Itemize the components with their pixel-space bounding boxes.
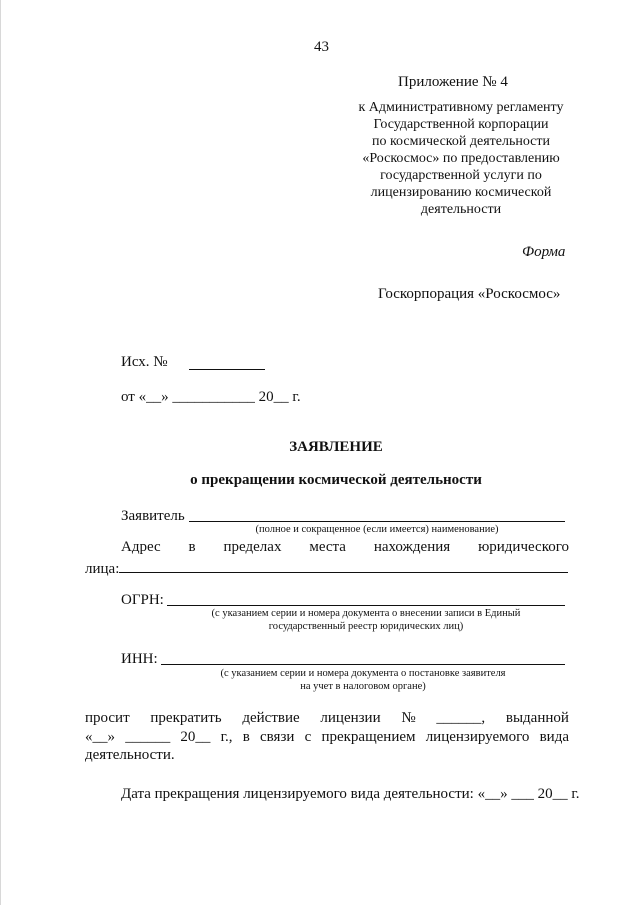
termination-date: Дата прекращения лицензируемого вида деятельности: «__» ___ 20__ г. (121, 786, 580, 802)
appendix-line: государственной услуги по (380, 168, 542, 183)
inn-hint: на учет в налоговом органе) (300, 681, 426, 692)
appendix-line: деятельности (420, 202, 502, 217)
outgoing-number-label: Исх. № (121, 354, 168, 370)
request-word: ______, (436, 710, 486, 726)
appendix-line: «Роскосмос» по предоставлению (362, 151, 560, 166)
outgoing-number-field[interactable] (189, 369, 265, 370)
request-word: «__» (85, 729, 115, 745)
request-word: с (304, 729, 312, 745)
address-word: места (309, 539, 346, 555)
form-label: Форма (522, 244, 566, 260)
appendix-reference (331, 99, 591, 218)
outgoing-date: от «__» ___________ 20__ г. (121, 389, 301, 405)
request-line-end: деятельности. (85, 747, 175, 763)
ogrn-hint: (с указанием серии и номера документа о внесении записи в Единый (211, 608, 521, 619)
inn-hint: (с указанием серии и номера документа о постановке заявителя (220, 668, 506, 679)
applicant-label: Заявитель (121, 508, 185, 524)
applicant-field[interactable] (189, 521, 565, 522)
address-word: пределах (223, 539, 282, 555)
address-line (121, 538, 569, 556)
request-word: прекращением (321, 729, 416, 745)
appendix-line: по космической деятельности (371, 134, 551, 149)
appendix-line: лицензированию космической (370, 185, 552, 200)
request-word: № (401, 710, 416, 726)
request-word: выданной (505, 710, 569, 726)
request-line (85, 709, 569, 727)
request-word: г., (220, 729, 233, 745)
request-word: ______ (125, 729, 171, 745)
document-subtitle: о прекращении космической деятельности (190, 472, 482, 488)
inn-field[interactable] (161, 664, 565, 665)
request-word: в (242, 729, 250, 745)
appendix-line: к Административному регламенту (358, 100, 564, 115)
page-number: 43 (314, 39, 329, 55)
request-word: лицензии (320, 710, 381, 726)
request-word: просит (85, 710, 130, 726)
address-cont-label: лица: (85, 561, 120, 577)
address-field[interactable] (119, 572, 568, 573)
request-word: лицензируемого (425, 729, 530, 745)
request-word: 20__ (180, 729, 211, 745)
address-word: Адрес (121, 539, 161, 555)
ogrn-label: ОГРН: (121, 592, 164, 608)
address-word: юридического (478, 539, 569, 555)
request-word: вида (539, 729, 569, 745)
request-word: прекратить (150, 710, 222, 726)
request-line (85, 728, 569, 746)
request-word: действие (242, 710, 300, 726)
appendix-line: Государственной корпорации (373, 117, 549, 132)
recipient: Госкорпорация «Роскосмос» (378, 286, 561, 302)
inn-label: ИНН: (121, 651, 158, 667)
ogrn-hint: государственный реестр юридических лиц) (268, 621, 464, 632)
appendix-title: Приложение № 4 (398, 74, 508, 90)
ogrn-field[interactable] (167, 605, 565, 606)
document-title: ЗАЯВЛЕНИЕ (289, 439, 383, 455)
address-word: в (188, 539, 196, 555)
request-word: связи (260, 729, 295, 745)
address-word: нахождения (373, 539, 451, 555)
applicant-hint: (полное и сокращенное (если имеется) наименование) (255, 524, 499, 535)
